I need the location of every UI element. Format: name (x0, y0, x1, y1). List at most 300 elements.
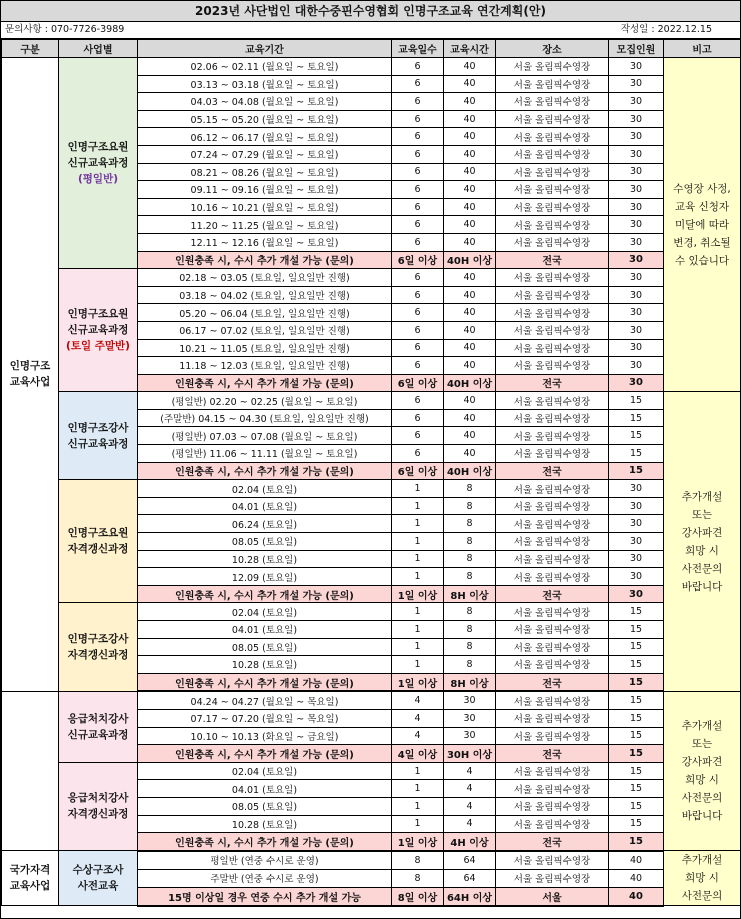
days-cell: 8일 이상 (392, 887, 444, 906)
days-cell: 6 (392, 198, 444, 216)
days-cell: 1일 이상 (392, 673, 444, 691)
days-cell: 6 (392, 409, 444, 427)
period-cell: 08.05 (토요일) (138, 638, 392, 656)
capacity-cell: 40 (609, 869, 664, 887)
period-cell: 02.06 ~ 02.11 (월요일 ~ 토요일) (138, 58, 392, 76)
days-cell: 6 (392, 128, 444, 146)
col-header: 모집인원 (609, 40, 664, 58)
location-cell: 서울 올림픽수영장 (496, 797, 609, 815)
location-cell: 서울 올림픽수영장 (496, 286, 609, 304)
table-row (2, 269, 741, 287)
table-row (2, 58, 741, 76)
period-cell: 04.01 (토요일) (138, 621, 392, 639)
days-cell: 1 (392, 497, 444, 515)
period-cell: 12.11 ~ 12.16 (월요일 ~ 토요일) (138, 233, 392, 251)
program-cell (59, 480, 138, 603)
note-line: 추가개설 (681, 720, 723, 733)
days-cell: 6일 이상 (392, 374, 444, 392)
location-cell: 전국 (496, 462, 609, 480)
location-cell: 서울 올림픽수영장 (496, 163, 609, 181)
col-header: 구분 (2, 40, 59, 58)
note-line: 추가개설 (681, 854, 723, 867)
capacity-cell: 40 (609, 851, 664, 870)
hours-cell: 40 (444, 392, 496, 410)
hours-cell: 40 (444, 216, 496, 234)
location-cell: 서울 올림픽수영장 (496, 321, 609, 339)
location-cell: 서울 올림픽수영장 (496, 550, 609, 568)
location-cell: 서울 올림픽수영장 (496, 128, 609, 146)
contact-text: 문의사항 : 070-7726-3989 (5, 24, 125, 35)
location-cell: 서울 올림픽수영장 (496, 304, 609, 322)
hours-cell: 64 (444, 869, 496, 887)
period-cell: 10.21 ~ 11.05 (토요일, 일요일만 진행) (138, 339, 392, 357)
col-header: 교육시간 (444, 40, 496, 58)
capacity-cell: 15 (609, 833, 664, 851)
hours-cell: 40 (444, 181, 496, 199)
period-cell: 08.21 ~ 08.26 (월요일 ~ 토요일) (138, 163, 392, 181)
hours-cell: 8 (444, 568, 496, 586)
hours-cell: 8 (444, 533, 496, 551)
period-cell: 10.28 (토요일) (138, 815, 392, 833)
location-cell: 서울 올림픽수영장 (496, 709, 609, 727)
location-cell: 서울 올림픽수영장 (496, 815, 609, 833)
note-line: 교육 신청자 (674, 200, 730, 213)
location-cell: 서울 올림픽수영장 (496, 339, 609, 357)
hours-cell: 8H 이상 (444, 585, 496, 603)
days-cell: 1일 이상 (392, 585, 444, 603)
hours-cell: 8 (444, 603, 496, 621)
period-cell: 02.04 (토요일) (138, 762, 392, 780)
period-cell: 02.18 ~ 03.05 (토요일, 일요일만 진행) (138, 269, 392, 287)
capacity-cell: 30 (609, 304, 664, 322)
program-name: 인명구조요원 (67, 527, 129, 540)
days-cell: 6 (392, 339, 444, 357)
days-cell: 6 (392, 304, 444, 322)
hours-cell: 30 (444, 727, 496, 745)
program-name: 사전교육 (77, 880, 119, 893)
days-cell: 6일 이상 (392, 462, 444, 480)
hours-cell: 40 (444, 286, 496, 304)
hours-cell: 4 (444, 815, 496, 833)
hours-cell: 40 (444, 269, 496, 287)
days-cell: 1 (392, 638, 444, 656)
capacity-cell: 30 (609, 216, 664, 234)
capacity-cell: 30 (609, 374, 664, 392)
capacity-cell: 30 (609, 198, 664, 216)
capacity-cell: 30 (609, 75, 664, 93)
capacity-cell: 15 (609, 462, 664, 480)
period-cell: 03.18 ~ 04.02 (토요일, 일요일만 진행) (138, 286, 392, 304)
hours-cell: 40 (444, 304, 496, 322)
note-line: 변경, 취소될 (673, 236, 731, 249)
days-cell: 1 (392, 480, 444, 498)
program-cell (59, 269, 138, 392)
capacity-cell: 30 (609, 251, 664, 269)
hours-cell: 30 (444, 709, 496, 727)
capacity-cell: 30 (609, 585, 664, 603)
days-cell: 6일 이상 (392, 251, 444, 269)
period-cell: (평일반) 07.03 ~ 07.08 (월요일 ~ 토요일) (138, 427, 392, 445)
location-cell: 서울 올림픽수영장 (496, 515, 609, 533)
location-cell: 서울 올림픽수영장 (496, 780, 609, 798)
table-row (2, 762, 741, 780)
location-cell: 서울 올림픽수영장 (496, 445, 609, 463)
days-cell: 6 (392, 58, 444, 76)
days-cell: 6 (392, 357, 444, 375)
capacity-cell: 30 (609, 357, 664, 375)
hours-cell: 40 (444, 145, 496, 163)
note-line: 미달에 따라 (674, 218, 730, 231)
days-cell: 6 (392, 269, 444, 287)
period-cell: 08.05 (토요일) (138, 797, 392, 815)
col-header: 장소 (496, 40, 609, 58)
period-cell: 10.28 (토요일) (138, 656, 392, 674)
capacity-cell: 30 (609, 145, 664, 163)
days-cell: 4일 이상 (392, 745, 444, 763)
program-cell (59, 691, 138, 762)
location-cell: 전국 (496, 585, 609, 603)
col-header: 비고 (664, 40, 741, 58)
hours-cell: 8 (444, 656, 496, 674)
days-cell: 8 (392, 869, 444, 887)
location-cell: 서울 올림픽수영장 (496, 216, 609, 234)
capacity-cell: 30 (609, 163, 664, 181)
period-cell: 인원충족 시, 수시 추가 개설 가능 (문의) (138, 745, 392, 763)
period-cell: 인원충족 시, 수시 추가 개설 가능 (문의) (138, 374, 392, 392)
period-cell: 06.12 ~ 06.17 (월요일 ~ 토요일) (138, 128, 392, 146)
hours-cell: 40 (444, 357, 496, 375)
category-label: 국가자격 (9, 864, 51, 877)
period-cell: 04.01 (토요일) (138, 780, 392, 798)
period-cell: 07.17 ~ 07.20 (월요일 ~ 목요일) (138, 709, 392, 727)
location-cell: 서울 올림픽수영장 (496, 656, 609, 674)
location-cell: 서울 올림픽수영장 (496, 869, 609, 887)
days-cell: 1 (392, 762, 444, 780)
location-cell: 서울 올림픽수영장 (496, 497, 609, 515)
hours-cell: 8 (444, 550, 496, 568)
period-cell: 주말반 (연중 수시로 운영) (138, 869, 392, 887)
note-cell (664, 58, 741, 392)
hours-cell: 8H 이상 (444, 673, 496, 691)
days-cell: 8 (392, 851, 444, 870)
capacity-cell: 30 (609, 181, 664, 199)
period-cell: 10.28 (토요일) (138, 550, 392, 568)
location-cell: 전국 (496, 374, 609, 392)
days-cell: 4 (392, 727, 444, 745)
capacity-cell: 15 (609, 815, 664, 833)
location-cell: 전국 (496, 251, 609, 269)
period-cell: 08.05 (토요일) (138, 533, 392, 551)
note-line: 사전문의 (681, 562, 723, 575)
table-row (2, 603, 741, 621)
category-label: 인명구조 (9, 360, 51, 373)
days-cell: 1 (392, 515, 444, 533)
location-cell: 서울 올림픽수영장 (496, 110, 609, 128)
location-cell: 서울 올림픽수영장 (496, 427, 609, 445)
capacity-cell: 30 (609, 480, 664, 498)
note-cell (664, 691, 741, 850)
capacity-cell: 15 (609, 745, 664, 763)
hours-cell: 40 (444, 198, 496, 216)
period-cell: 10.10 ~ 10.13 (화요일 ~ 금요일) (138, 727, 392, 745)
hours-cell: 40 (444, 409, 496, 427)
hours-cell: 40 (444, 233, 496, 251)
program-name: 신규교육과정 (67, 728, 129, 741)
hours-cell: 4H 이상 (444, 833, 496, 851)
location-cell: 서울 올림픽수영장 (496, 181, 609, 199)
hours-cell: 8 (444, 515, 496, 533)
col-header: 교육기간 (138, 40, 392, 58)
col-header: 교육일수 (392, 40, 444, 58)
capacity-cell: 15 (609, 603, 664, 621)
note-cell (664, 851, 741, 906)
category-cell (2, 851, 59, 906)
note-line: 바랍니다 (681, 810, 723, 823)
table-row (2, 480, 741, 498)
program-tag: (토일 주말반) (66, 340, 130, 353)
program-name: 인명구조요원 (67, 308, 129, 321)
period-cell: (평일반) 02.20 ~ 02.25 (월요일 ~ 토요일) (138, 392, 392, 410)
program-name: 인명구조강사 (67, 421, 129, 434)
note-line: 사전문의 (681, 890, 723, 903)
period-cell: 06.24 (토요일) (138, 515, 392, 533)
location-cell: 서울 올림픽수영장 (496, 58, 609, 76)
col-header: 사업별 (59, 40, 138, 58)
hours-cell: 40 (444, 321, 496, 339)
days-cell: 6 (392, 321, 444, 339)
days-cell: 6 (392, 75, 444, 93)
program-name: 응급처치강사 (67, 712, 129, 725)
capacity-cell: 30 (609, 233, 664, 251)
capacity-cell: 15 (609, 727, 664, 745)
days-cell: 6 (392, 286, 444, 304)
capacity-cell: 30 (609, 93, 664, 111)
hours-cell: 40H 이상 (444, 462, 496, 480)
location-cell: 서울 올림픽수영장 (496, 568, 609, 586)
program-tag: (평일반) (77, 173, 119, 186)
capacity-cell: 30 (609, 58, 664, 76)
location-cell: 전국 (496, 745, 609, 763)
program-cell (59, 392, 138, 480)
note-line: 사전문의 (681, 792, 723, 805)
location-cell: 서울 올림픽수영장 (496, 145, 609, 163)
days-cell: 1 (392, 656, 444, 674)
capacity-cell: 15 (609, 427, 664, 445)
hours-cell: 30 (444, 691, 496, 709)
header-row (2, 40, 741, 58)
program-name: 신규교육과정 (67, 437, 129, 450)
schedule-body (2, 58, 741, 906)
days-cell: 1 (392, 621, 444, 639)
location-cell: 서울 올림픽수영장 (496, 198, 609, 216)
capacity-cell: 15 (609, 691, 664, 709)
hours-cell: 40 (444, 110, 496, 128)
note-line: 희망 시 (685, 544, 719, 557)
period-cell: 인원충족 시, 수시 추가 개설 가능 (문의) (138, 673, 392, 691)
note-line: 수영장 사정, (673, 182, 731, 195)
hours-cell: 40 (444, 93, 496, 111)
program-name: 자격갱신과정 (67, 649, 129, 662)
days-cell: 6 (392, 163, 444, 181)
period-cell: (평일반) 11.06 ~ 11.11 (월요일 ~ 토요일) (138, 445, 392, 463)
program-name: 수상구조사 (72, 864, 124, 877)
period-cell: 인원충족 시, 수시 추가 개설 가능 (문의) (138, 833, 392, 851)
period-cell: 02.04 (토요일) (138, 603, 392, 621)
location-cell: 서울 올림픽수영장 (496, 93, 609, 111)
program-name: 인명구조요원 (67, 141, 129, 154)
hours-cell: 40 (444, 163, 496, 181)
capacity-cell: 30 (609, 497, 664, 515)
period-cell: 07.24 ~ 07.29 (월요일 ~ 토요일) (138, 145, 392, 163)
capacity-cell: 15 (609, 638, 664, 656)
hours-cell: 40H 이상 (444, 374, 496, 392)
program-cell (59, 603, 138, 691)
hours-cell: 4 (444, 780, 496, 798)
days-cell: 1 (392, 568, 444, 586)
hours-cell: 40 (444, 339, 496, 357)
period-cell: 04.01 (토요일) (138, 497, 392, 515)
hours-cell: 8 (444, 621, 496, 639)
location-cell: 서울 올림픽수영장 (496, 691, 609, 709)
hours-cell: 40 (444, 427, 496, 445)
capacity-cell: 30 (609, 515, 664, 533)
days-cell: 6 (392, 216, 444, 234)
period-cell: 11.18 ~ 12.03 (토요일, 일요일만 진행) (138, 357, 392, 375)
capacity-cell: 15 (609, 445, 664, 463)
location-cell: 서울 올림픽수영장 (496, 851, 609, 870)
days-cell: 4 (392, 691, 444, 709)
days-cell: 4 (392, 709, 444, 727)
note-line: 희망 시 (685, 872, 719, 885)
capacity-cell: 15 (609, 797, 664, 815)
hours-cell: 40 (444, 58, 496, 76)
category-cell (2, 691, 59, 850)
period-cell: 인원충족 시, 수시 추가 개설 가능 (문의) (138, 251, 392, 269)
period-cell: 인원충족 시, 수시 추가 개설 가능 (문의) (138, 585, 392, 603)
period-cell: 05.20 ~ 06.04 (토요일, 일요일만 진행) (138, 304, 392, 322)
capacity-cell: 15 (609, 409, 664, 427)
days-cell: 1 (392, 797, 444, 815)
note-line: 또는 (691, 508, 713, 521)
period-cell: 12.09 (토요일) (138, 568, 392, 586)
table-row (2, 392, 741, 410)
days-cell: 6 (392, 233, 444, 251)
program-name: 자격갱신과정 (67, 808, 129, 821)
page-title: 2023년 사단법인 대한수중핀수영협회 인명구조교육 연간계획(안) (1, 1, 740, 22)
period-cell: 09.11 ~ 09.16 (월요일 ~ 토요일) (138, 181, 392, 199)
location-cell: 서울 올림픽수영장 (496, 233, 609, 251)
capacity-cell: 30 (609, 286, 664, 304)
location-cell: 서울 올림픽수영장 (496, 603, 609, 621)
hours-cell: 64 (444, 851, 496, 870)
capacity-cell: 30 (609, 533, 664, 551)
category-label: 교육사업 (9, 376, 51, 389)
location-cell: 서울 올림픽수영장 (496, 409, 609, 427)
category-label: 교육사업 (9, 880, 51, 893)
hours-cell: 4 (444, 762, 496, 780)
table-row (2, 691, 741, 709)
location-cell: 서울 올림픽수영장 (496, 762, 609, 780)
period-cell: 03.13 ~ 03.18 (월요일 ~ 토요일) (138, 75, 392, 93)
capacity-cell: 15 (609, 780, 664, 798)
note-line: 또는 (691, 738, 713, 751)
capacity-cell: 40 (609, 887, 664, 906)
hours-cell: 40 (444, 128, 496, 146)
capacity-cell: 30 (609, 568, 664, 586)
capacity-cell: 30 (609, 269, 664, 287)
location-cell: 서울 (496, 887, 609, 906)
location-cell: 서울 올림픽수영장 (496, 621, 609, 639)
days-cell: 1 (392, 780, 444, 798)
period-cell: 10.16 ~ 10.21 (월요일 ~ 토요일) (138, 198, 392, 216)
note-line: 희망 시 (685, 774, 719, 787)
capacity-cell: 30 (609, 321, 664, 339)
location-cell: 서울 올림픽수영장 (496, 533, 609, 551)
capacity-cell: 30 (609, 550, 664, 568)
hours-cell: 8 (444, 480, 496, 498)
location-cell: 서울 올림픽수영장 (496, 638, 609, 656)
capacity-cell: 15 (609, 392, 664, 410)
period-cell: 02.04 (토요일) (138, 480, 392, 498)
location-cell: 서울 올림픽수영장 (496, 480, 609, 498)
written-date: 작성일 : 2022.12.15 (620, 24, 712, 35)
capacity-cell: 30 (609, 339, 664, 357)
location-cell: 서울 올림픽수영장 (496, 392, 609, 410)
program-cell (59, 58, 138, 269)
program-name: 신규교육과정 (67, 157, 129, 170)
hours-cell: 64H 이상 (444, 887, 496, 906)
hours-cell: 8 (444, 638, 496, 656)
category-cell (2, 58, 59, 692)
hours-cell: 40H 이상 (444, 251, 496, 269)
days-cell: 6 (392, 181, 444, 199)
period-cell: 11.20 ~ 11.25 (월요일 ~ 토요일) (138, 216, 392, 234)
period-cell: 인원충족 시, 수시 추가 개설 가능 (문의) (138, 462, 392, 480)
note-line: 강사파견 (681, 526, 723, 539)
days-cell: 1 (392, 603, 444, 621)
capacity-cell: 15 (609, 709, 664, 727)
period-cell: 06.17 ~ 07.02 (토요일, 일요일만 진행) (138, 321, 392, 339)
capacity-cell: 15 (609, 673, 664, 691)
location-cell: 서울 올림픽수영장 (496, 269, 609, 287)
capacity-cell: 30 (609, 128, 664, 146)
period-cell: 05.15 ~ 05.20 (월요일 ~ 토요일) (138, 110, 392, 128)
location-cell: 전국 (496, 673, 609, 691)
note-line: 추가개설 (681, 490, 723, 503)
note-line: 바랍니다 (681, 580, 723, 593)
program-cell (59, 851, 138, 906)
period-cell: 평일반 (연중 수시로 운영) (138, 851, 392, 870)
capacity-cell: 30 (609, 110, 664, 128)
hours-cell: 30H 이상 (444, 745, 496, 763)
schedule-table (1, 39, 741, 907)
days-cell: 6 (392, 427, 444, 445)
days-cell: 6 (392, 392, 444, 410)
days-cell: 6 (392, 445, 444, 463)
note-line: 강사파견 (681, 756, 723, 769)
days-cell: 6 (392, 145, 444, 163)
period-cell: 04.03 ~ 04.08 (월요일 ~ 토요일) (138, 93, 392, 111)
period-cell: 04.24 ~ 04.27 (월요일 ~ 목요일) (138, 691, 392, 709)
hours-cell: 40 (444, 75, 496, 93)
capacity-cell: 15 (609, 656, 664, 674)
hours-cell: 8 (444, 497, 496, 515)
location-cell: 서울 올림픽수영장 (496, 75, 609, 93)
days-cell: 1일 이상 (392, 833, 444, 851)
location-cell: 서울 올림픽수영장 (496, 727, 609, 745)
days-cell: 1 (392, 533, 444, 551)
program-cell (59, 762, 138, 850)
